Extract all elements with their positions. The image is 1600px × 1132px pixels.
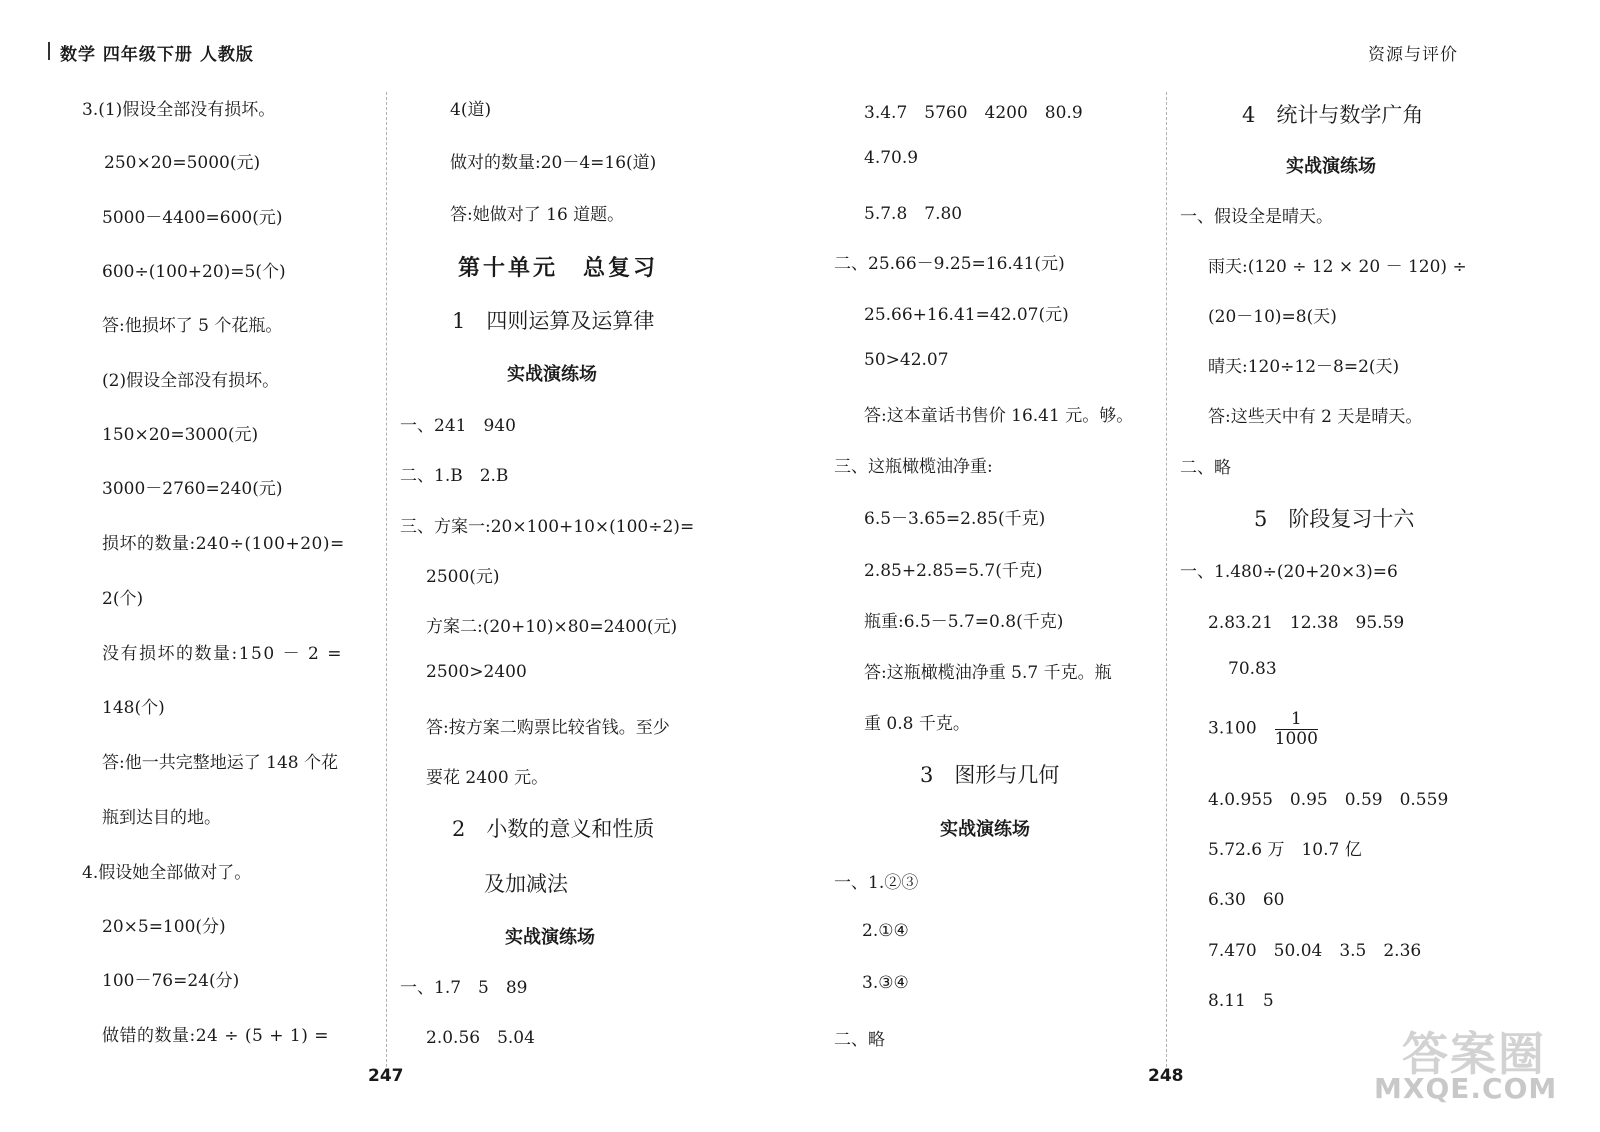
answer-line: 一、1.7 5 89 <box>400 978 528 998</box>
header-series-title: 资源与评价 <box>1368 45 1458 65</box>
subsection-heading: 实战演练场 <box>1286 156 1376 177</box>
subsection-heading: 实战演练场 <box>505 927 595 948</box>
answer-line: 2500(元) <box>426 567 500 587</box>
section-heading: 1 四则运算及运算律 <box>452 309 655 333</box>
answer-line: 6.30 60 <box>1208 890 1285 910</box>
answer-line: 晴天:120÷12－8=2(天) <box>1208 357 1400 377</box>
answer-line: 答:按方案二购票比较省钱。至少 <box>426 718 670 738</box>
answer-line: 5.7.8 7.80 <box>864 204 963 224</box>
answer-line: 做错的数量:24 ÷ (5 + 1) = <box>102 1026 330 1046</box>
answer-line: 雨天:(120 ÷ 12 × 20 － 120) ÷ <box>1208 257 1467 277</box>
section-heading: 4 统计与数学广角 <box>1242 103 1424 127</box>
watermark-domain: MXQE.COM <box>1374 1072 1558 1105</box>
page-number-left: 247 <box>368 1066 404 1086</box>
column-divider-right <box>1166 92 1167 1077</box>
answer-line: 100－76=24(分) <box>102 971 240 991</box>
answer-line: 要花 2400 元。 <box>426 768 549 788</box>
answer-line: 4.0.955 0.95 0.59 0.559 <box>1208 790 1449 810</box>
answer-line: 2.83.21 12.38 95.59 <box>1208 613 1405 633</box>
answer-line: 一、1.480÷(20+20×3)=6 <box>1180 562 1398 582</box>
answer-line: 70.83 <box>1228 659 1277 679</box>
answer-line: 2500>2400 <box>426 662 527 682</box>
answer-line: 6.5－3.65=2.85(千克) <box>864 509 1046 529</box>
answer-line: 三、这瓶橄榄油净重: <box>834 457 993 477</box>
answer-line: 2.①④ <box>862 921 909 941</box>
answer-line: 2.0.56 5.04 <box>426 1028 535 1048</box>
answer-line: 3.4.7 5760 4200 80.9 <box>864 103 1083 123</box>
answer-line: 600÷(100+20)=5(个) <box>102 262 286 282</box>
section-heading: 2 小数的意义和性质 <box>452 817 655 841</box>
answer-line: 250×20=5000(元) <box>104 153 261 173</box>
answer-line: 5000－4400=600(元) <box>102 208 283 228</box>
answer-line: 方案二:(20+10)×80=2400(元) <box>426 617 678 637</box>
section-heading-continued: 及加减法 <box>484 872 568 896</box>
answer-line: 一、1.②③ <box>834 873 919 893</box>
page-number-right: 248 <box>1148 1066 1184 1086</box>
answer-line: 答:他一共完整地运了 148 个花 <box>102 753 338 773</box>
fraction <box>1275 710 1318 748</box>
answer-line: 2.85+2.85=5.7(千克) <box>864 561 1043 581</box>
answer-line: 148(个) <box>102 698 165 718</box>
answer-line: 4(道) <box>450 100 492 120</box>
answer-line: 20×5=100(分) <box>102 917 226 937</box>
answer-line: 2(个) <box>102 589 144 609</box>
answer-line: 8.11 5 <box>1208 991 1274 1011</box>
answer-line: 一、假设全是晴天。 <box>1180 207 1333 227</box>
answer-line: 损坏的数量:240÷(100+20)= <box>102 534 345 554</box>
answer-line: 25.66+16.41=42.07(元) <box>864 305 1069 325</box>
answer-line: (20－10)=8(天) <box>1208 307 1337 327</box>
answer-line: 二、略 <box>834 1030 885 1050</box>
subsection-heading: 实战演练场 <box>940 819 1030 840</box>
answer-line: 答:这瓶橄榄油净重 5.7 千克。瓶 <box>864 663 1112 683</box>
section-heading: 3 图形与几何 <box>920 763 1060 787</box>
answer-line: 瓶到达目的地。 <box>102 808 221 828</box>
subsection-heading: 实战演练场 <box>507 364 597 385</box>
answer-line: 3000－2760=240(元) <box>102 479 283 499</box>
answer-line-with-fraction <box>1208 710 1318 748</box>
answer-line: 答:她做对了 16 道题。 <box>450 205 625 225</box>
watermark-logo: 答案圈 <box>1402 1027 1546 1081</box>
answer-line: 4.70.9 <box>864 148 919 168</box>
answer-line: 做对的数量:20－4=16(道) <box>450 153 657 173</box>
answer-line: 7.470 50.04 3.5 2.36 <box>1208 941 1422 961</box>
answer-line: 答:他损坏了 5 个花瓶。 <box>102 316 283 336</box>
answer-line: (2)假设全部没有损坏。 <box>102 371 280 391</box>
unit-heading: 第十单元 总复习 <box>458 255 659 281</box>
fraction-numerator: 1 <box>1275 710 1318 730</box>
answer-line: 瓶重:6.5－5.7=0.8(千克) <box>864 612 1064 632</box>
answer-line: 答:这本童话书售价 16.41 元。够。 <box>864 406 1134 426</box>
answer-line: 4.假设她全部做对了。 <box>82 863 252 883</box>
answer-line: 3.(1)假设全部没有损坏。 <box>82 100 276 120</box>
answer-line: 3.100 <box>1208 718 1257 739</box>
answer-line: 重 0.8 千克。 <box>864 714 970 734</box>
column-divider-left <box>386 92 387 1077</box>
answer-line: 二、25.66－9.25=16.41(元) <box>834 254 1065 274</box>
answer-line: 150×20=3000(元) <box>102 425 259 445</box>
answer-line: 二、1.B 2.B <box>400 466 509 486</box>
section-heading: 5 阶段复习十六 <box>1254 507 1415 531</box>
answer-line: 一、241 940 <box>400 416 516 436</box>
answer-line: 50>42.07 <box>864 350 949 370</box>
answer-line: 3.③④ <box>862 973 909 993</box>
answer-line: 答:这些天中有 2 天是晴天。 <box>1208 407 1423 427</box>
fraction-denominator: 1000 <box>1274 728 1318 749</box>
answer-line: 5.72.6 万 10.7 亿 <box>1208 840 1362 860</box>
answer-line: 没有损坏的数量:150 － 2 = <box>102 644 343 664</box>
header-book-title: 数学 四年级下册 人教版 <box>60 40 254 65</box>
answer-line: 三、方案一:20×100+10×(100÷2)= <box>400 517 695 537</box>
answer-line: 二、略 <box>1180 458 1231 478</box>
